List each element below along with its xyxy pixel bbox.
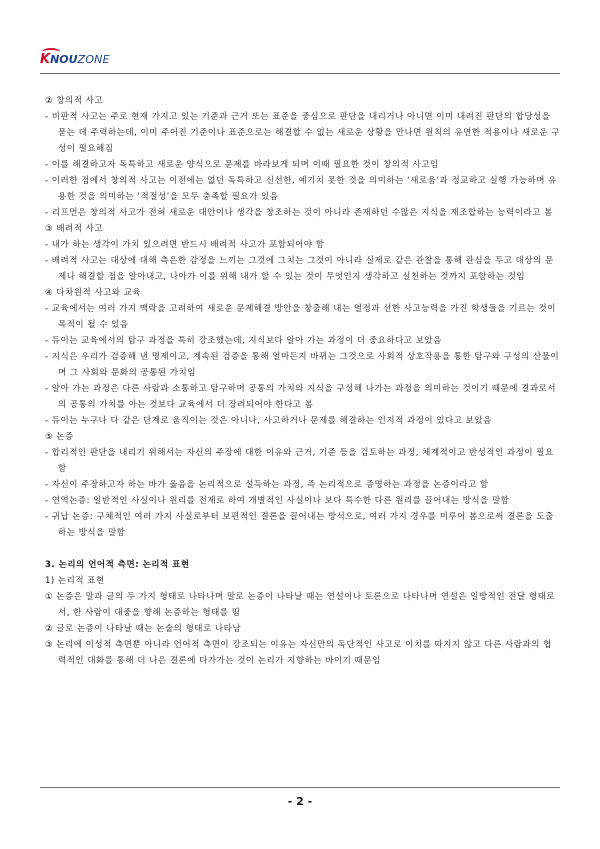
bullet-item: - 교육에서는 여러 가지 맥락을 고려하여 새로운 문제해결 방안을 창출해 내는 열정과 선한 사고능력을 가진 학생들을 기르는 것이 목적이 될 수 있음: [45, 304, 556, 330]
bullet-item: - 리프먼은 창의적 사고가 전혀 새로운 대안이나 생각을 창조하는 것이 아니라 존재하던 수많은 지식을 재조합하는 능력이라고 봄: [45, 208, 553, 218]
subheading: ③ 배려적 사고: [45, 224, 104, 234]
numbered-item: ③ 논리에 이성적 측면뿐 아니라 언어적 측면이 강조되는 이유는 자신만의 독단적인 사고로 이치를 따지지 않고 다른 사람과의 협력적인 대화를 통해 더 나은 결론에 다가가는 것이 논리가 지향하는 바이기 때문임: [45, 640, 552, 666]
page-number: - 2 -: [287, 795, 313, 808]
bullet-item: - 귀납 논증: 구체적인 여러 가지 사실로부터 보편적인 결론을 끌어내는 방식으로, 여러 가지 경우를 미루어 봄으로써 결론을 도출하는 방식을 말함: [45, 512, 554, 538]
subheading: ⑤ 논증: [45, 432, 74, 442]
header-divider: [40, 73, 560, 74]
section-heading: 3. 논리의 언어적 측면: 논리적 표현: [45, 560, 190, 570]
knouzone-logo: KNOUZONE: [40, 52, 110, 67]
document-body: [45, 93, 560, 669]
bullet-item: - 자신이 주장하고자 하는 바가 옳음을 논리적으로 설득하는 과정, 즉 논리적으로 증명하는 과정을 논증이라고 함: [45, 480, 489, 490]
bullet-item: - 비판적 사고는 주로 현재 가지고 있는 기준과 근거 또는 표준을 중심으로 판단을 내리거나 아니면 이미 내려진 판단의 합당성을 묻는 데 주력하는데, 이미 주어진 기준이나 표준으로는 해결할 수 없는 새로운 상황을 만나면 원칙의 유연한 적용이나 새로운 구성이 필요해짐: [45, 112, 560, 154]
bullet-item: - 연역논증: 일반적인 사실이나 원리를 전제로 하여 개별적인 사실이나 보다 특수한 다른 원리를 끌어내는 방식을 말함: [45, 496, 510, 506]
bullet-item: - 듀이는 누구나 다 같은 단계로 움직이는 것은 아니나, 사고하거나 문제를 해결하는 인지적 과정이 있다고 보았음: [45, 416, 492, 426]
bullet-item: - 배려적 사고는 대상에 대해 측은한 감정을 느끼는 그것에 그치는 그것이 아니라 실제로 같은 관찰을 통해 관심을 두고 대상의 문제나 해결할 점을 알아내고, 나아가 이를 위해 내가 할 수 있는 것이 무엇인지 생각하고 실천하는 것까지 포함하는 것임: [45, 256, 554, 282]
numbered-item: ② 글로 논증이 나타날 때는 논술의 형태로 나타남: [45, 624, 242, 634]
numbered-item: ① 논증은 말과 글의 두 가지 형태로 나타나며 말로 논증이 나타날 때는 연설이나 토론으로 나타나며 연설은 일방적인 전달 형태로서, 한 사람이 대중을 향해 논증하는 형태를 띰: [45, 592, 556, 618]
bullet-item: - 알아 가는 과정은 다른 사람과 소통하고 탐구하며 공통의 가치와 지식을 구성해 나가는 과정을 의미하는 것이기 때문에 결과로서의 공통의 가치를 아는 것보다 교육에서 더 장려되어야 한다고 봄: [45, 384, 556, 410]
subheading: ④ 다차원적 사고와 교육: [45, 288, 142, 298]
footer-divider: [40, 787, 560, 788]
bullet-item: - 지식은 우리가 검증해 낸 명제이고, 계속된 검증을 통해 얼마든지 바뀌는 그것으로 사회적 상호작용을 통한 탐구와 구성의 산물이며 그 사회와 문화의 공통된 가치임: [45, 352, 560, 378]
subheading: ② 창의적 사고: [45, 96, 104, 106]
bullet-item: - 이를 해결하고자 독특하고 새로운 양식으로 문제를 바라보게 되며 이때 필요한 것이 창의적 사고임: [45, 160, 439, 170]
bullet-item: - 이러한 점에서 창의적 사고는 이전에는 없던 독특하고 신선한, 예기치 못한 것을 의미하는 ‘새로움’과 정교하고 실행 가능하며 유용한 것을 의미하는 ‘적절성’을 모두 충족할 필요가 있음: [45, 176, 557, 202]
bullet-item: - 내가 하는 생각이 가치 있으려면 반드시 배려적 사고가 포함되어야 함: [45, 240, 325, 250]
spacer: [45, 541, 560, 557]
bullet-item: - 합리적인 판단을 내리기 위해서는 자신의 주장에 대한 이유와 근거, 기준 등을 검토하는 과정, 체계적이고 반성적인 과정이 필요함: [45, 448, 554, 474]
bullet-item: - 듀이는 교육에서의 탐구 과정을 특히 강조했는데, 지식보다 알아 가는 과정이 더 중요하다고 보았음: [45, 336, 442, 346]
subheading: 1) 논리적 표현: [45, 576, 105, 586]
